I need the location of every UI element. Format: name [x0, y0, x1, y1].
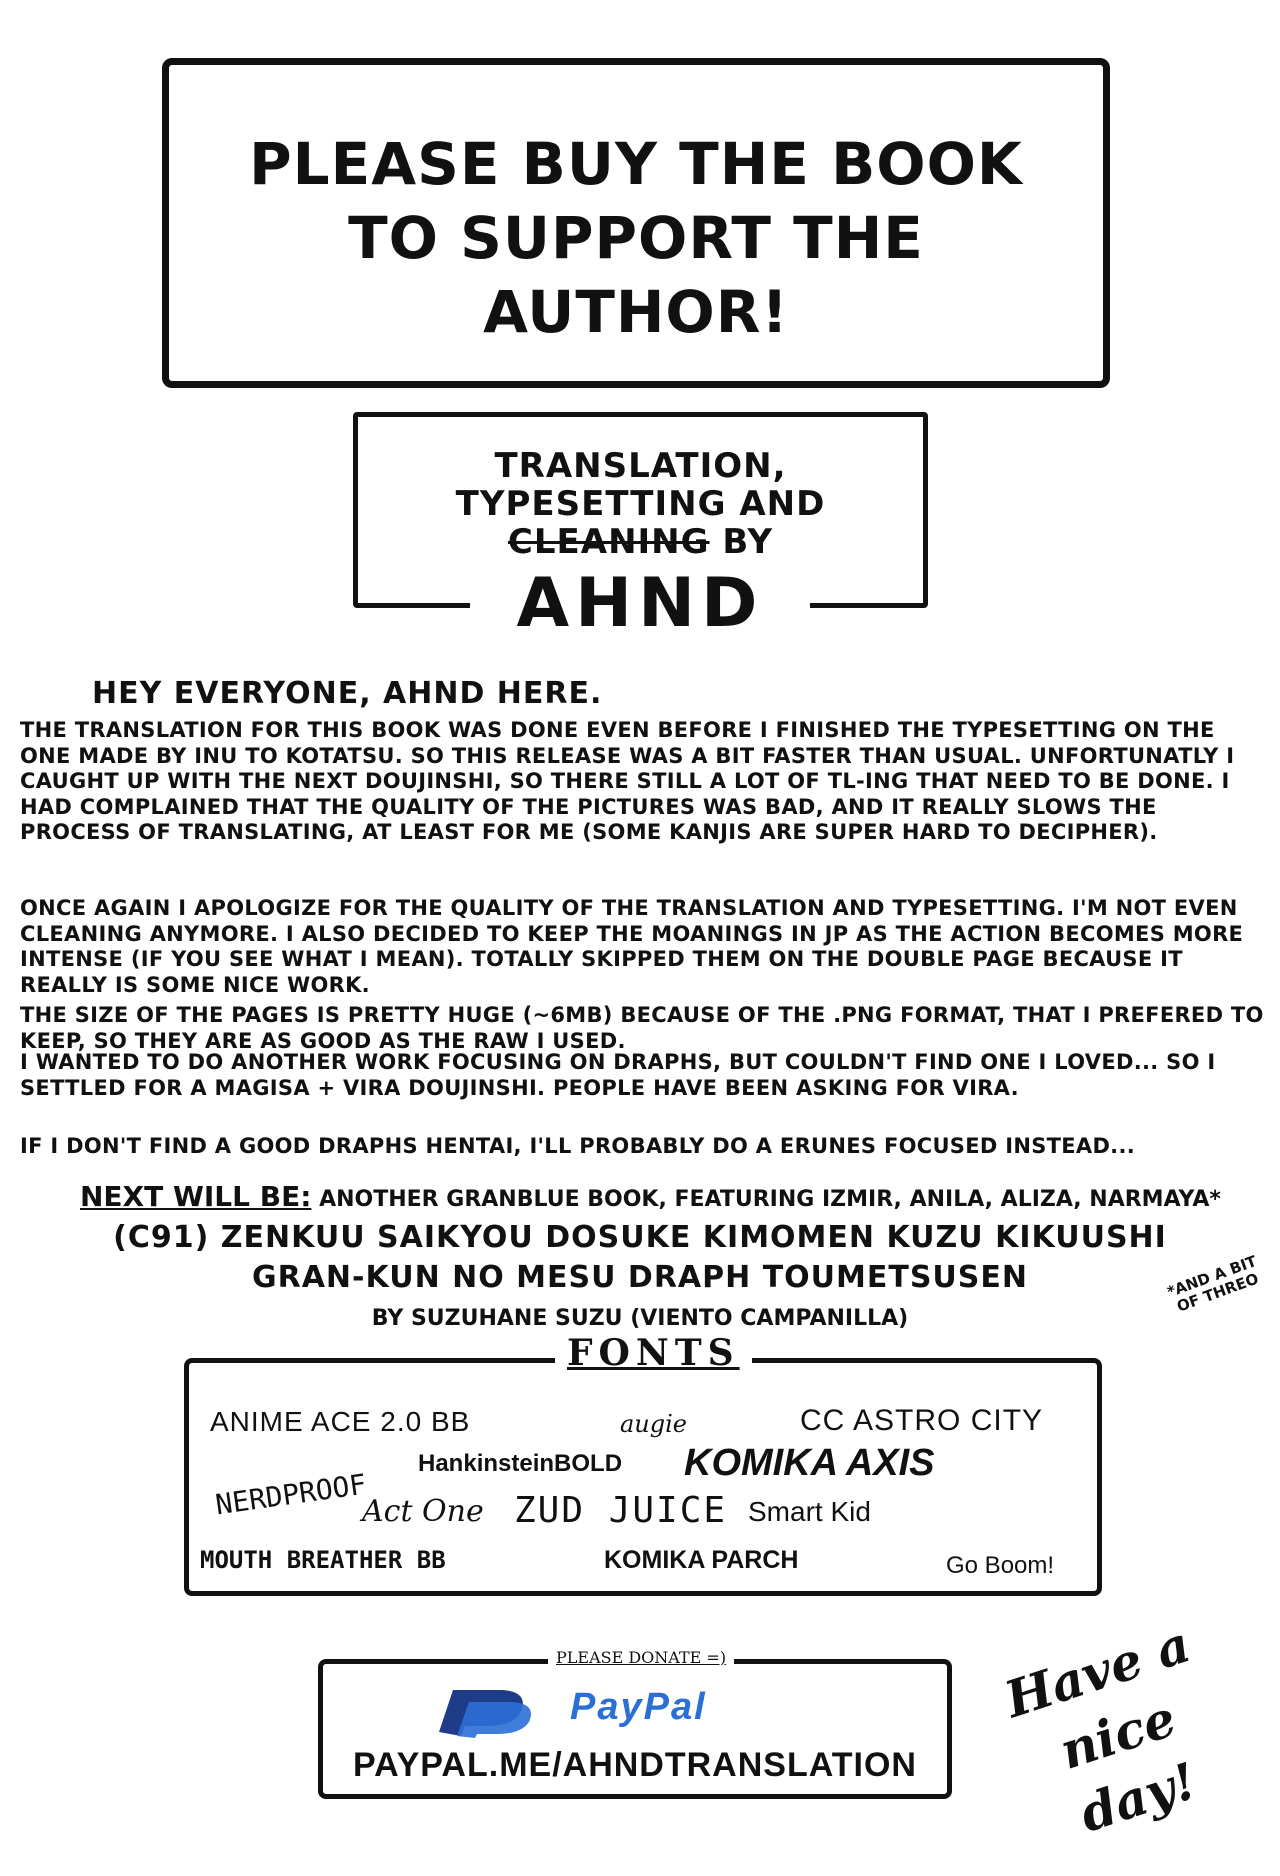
- donate-label: PLEASE DONATE =): [548, 1648, 734, 1667]
- signoff-line-2: day!: [1072, 1750, 1204, 1844]
- next-book-title: [0, 1218, 1280, 1298]
- signoff-text: [945, 1594, 1280, 1875]
- fonts-title: FONTS: [555, 1332, 752, 1374]
- next-title-line-1: (C91) ZENKUU SAIKYOU DOSUKE KIMOMEN KUZU KIKUUSHI: [113, 1220, 1167, 1255]
- credits-text: [358, 447, 923, 561]
- font-name: KOMIKA PARCH: [604, 1546, 799, 1574]
- paypal-logo-icon: [425, 1686, 545, 1738]
- font-name: HankinsteinBOLD: [418, 1450, 623, 1477]
- credits-line-2: TYPESETTING AND: [455, 484, 826, 524]
- next-label: NEXT WILL BE:: [80, 1180, 312, 1213]
- support-line-3: AUTHOR!: [483, 278, 789, 346]
- font-name: CC ASTRO CITY: [800, 1404, 1044, 1437]
- credits-by: BY: [722, 522, 774, 562]
- greeting: HEY EVERYONE, AHND HERE.: [92, 676, 603, 711]
- paragraph-5: IF I DON'T FIND A GOOD DRAPHS HENTAI, I'LL PROBABLY DO A ERUNES FOCUSED INSTEAD...: [20, 1134, 1136, 1158]
- support-line-1: PLEASE BUY THE BOOK: [249, 130, 1023, 198]
- paragraph-1: THE TRANSLATION FOR THIS BOOK WAS DONE EVEN BEFORE I FINISHED THE TYPESETTING ON THE ONE MADE BY INU TO KOTATSU. SO THIS RELEASE WAS A BIT FASTER THAN USUAL. UNFORTUNATLY I CAUGHT UP WITH THE NEXT DOUJINSHI, SO THERE STILL A LOT OF TL-ING THAT NEED TO BE DONE. I HAD COMPLAINED THAT THE QUALITY OF THE PICTURES WAS BAD, AND IT REALLY SLOWS THE PROCESS OF TRANSLATING, AT LEAST FOR ME (SOME KANJIS ARE SUPER HARD TO DECIPHER).: [20, 718, 1235, 844]
- credits-line-3: [358, 523, 923, 561]
- footnote: *AND A BIT OF THREO: [1164, 1252, 1262, 1316]
- font-name: KOMIKA AXIS: [684, 1442, 935, 1484]
- font-name: MOUTH BREATHER BB: [200, 1546, 446, 1574]
- font-name: augie: [620, 1410, 688, 1438]
- next-book-author: BY SUZUHANE SUZU (VIENTO CAMPANILLA): [371, 1306, 909, 1331]
- translator-name: AHND: [470, 566, 810, 642]
- paypal-url[interactable]: PAYPAL.ME/AHNDTRANSLATION: [353, 1746, 917, 1784]
- font-name: Act One: [362, 1494, 484, 1529]
- font-name: Smart Kid: [748, 1496, 871, 1527]
- next-text: ANOTHER GRANBLUE BOOK, FEATURING IZMIR, ANILA, ALIZA, NARMAYA*: [319, 1187, 1221, 1212]
- font-name: ZUD JUICE: [514, 1490, 728, 1531]
- paypal-wordmark: PayPal: [570, 1686, 707, 1728]
- support-author-box: [162, 58, 1110, 388]
- paragraph-2: ONCE AGAIN I APOLOGIZE FOR THE QUALITY OF THE TRANSLATION AND TYPESETTING. I'M NOT EVEN CLEANING ANYMORE. I ALSO DECIDED TO KEEP THE MOANINGS IN JP AS THE ACTION BECOMES MORE INTENSE (IF YOU SEE WHAT I MEAN). TOTALLY SKIPPED THEM ON THE DOUBLE PAGE BECAUSE IT REALLY IS SOME NICE WORK.: [20, 896, 1244, 997]
- font-name: ANIME ACE 2.0 BB: [210, 1406, 471, 1437]
- credits-struck-word: CLEANING: [507, 522, 710, 562]
- next-release-line: [80, 1180, 1221, 1213]
- font-name: Go Boom!: [946, 1552, 1055, 1579]
- support-line-2: TO SUPPORT THE: [348, 204, 924, 272]
- paragraph-3: THE SIZE OF THE PAGES IS PRETTY HUGE (~6MB) BECAUSE OF THE .PNG FORMAT, THAT I PREFERED TO KEEP, SO THEY ARE AS GOOD AS THE RAW I USED.: [20, 1003, 1264, 1053]
- support-author-text: [169, 127, 1103, 349]
- signoff-line-1: Have a nice: [997, 1614, 1198, 1781]
- paragraph-4: I WANTED TO DO ANOTHER WORK FOCUSING ON DRAPHS, BUT COULDN'T FIND ONE I LOVED... SO I SETTLED FOR A MAGISA + VIRA DOUJINSHI. PEOPLE HAVE BEEN ASKING FOR VIRA.: [20, 1050, 1216, 1100]
- next-title-line-2: GRAN-KUN NO MESU DRAPH TOUMETSUSEN: [251, 1260, 1029, 1295]
- credits-line-1: TRANSLATION,: [494, 446, 787, 486]
- font-name: NERDPROOF: [213, 1467, 369, 1522]
